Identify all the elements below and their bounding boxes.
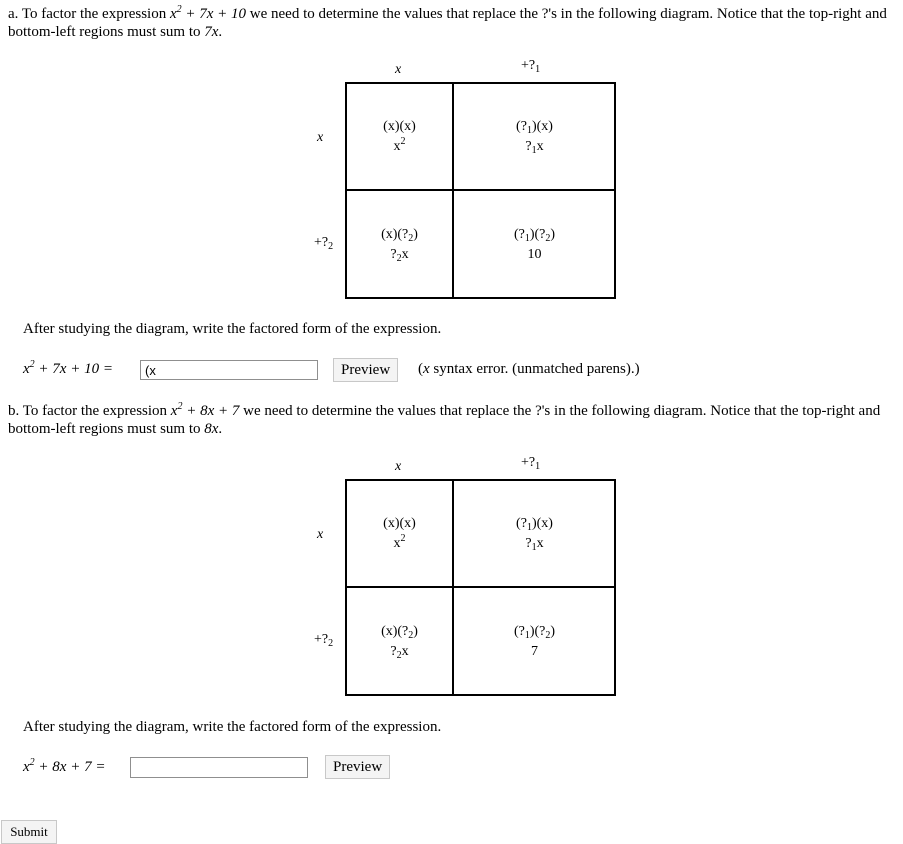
part-b-cell-br-line1: $(?_1)(?_2)$ [513, 623, 556, 641]
part-a-error-message: (x syntax error. (unmatched parens).) [418, 361, 640, 377]
part-a-cell-tl-line1: (x)(x) [383, 118, 416, 134]
part-b-sum-end: . [218, 421, 223, 437]
part-a-diagram [345, 82, 616, 299]
part-b-answer-input[interactable] [130, 757, 308, 778]
part-a-cell-br-line2: 10 [527, 246, 542, 262]
part-a-prompt [8, 5, 898, 41]
part-b-sum-term: 8x [204, 421, 219, 437]
part-b-preview-button[interactable]: Preview [325, 755, 390, 779]
part-b-cell-tr-line2: $?_1x$ [525, 535, 544, 553]
part-b-col-header-q1: $+?_1$ [521, 455, 541, 472]
part-a-equation-label: $x^2 + 7x + 10$ = [23, 359, 113, 377]
part-a-error-symbol: x [423, 361, 430, 377]
part-b-row-header-q2: $+?_2$ [314, 632, 334, 649]
part-b-cell-bl-line1: $(x)(?_2)$ [381, 623, 418, 641]
part-a-cell-br-line1: $(?_1)(?_2)$ [513, 226, 556, 244]
part-b-prompt [8, 402, 898, 438]
part-a-cell-tr-line1: $(?_1)(x)$ [516, 118, 553, 136]
part-b-expression: $x^2 + 8x + 7$ [170, 401, 240, 419]
part-b-equation-label: $x^2 + 8x + 7$ = [23, 757, 106, 775]
part-b-prompt-suffix: we need to determine the values that replace the ?'s in the following diagram. Notice that the top-right and bottom-left regions must sum to [8, 403, 881, 437]
part-a-sum-term: 7x [204, 24, 219, 40]
part-b-cell-bottom-left [347, 588, 454, 695]
part-b-col-header-x: x [395, 459, 402, 474]
part-b-diagram [345, 479, 616, 696]
part-a-preview-button[interactable]: Preview [333, 358, 398, 382]
part-a-instruction: After studying the diagram, write the factored form of the expression. [23, 321, 442, 337]
part-b-cell-br-line2: 7 [531, 643, 538, 659]
part-a-cell-tr-line2: $?_1x$ [525, 138, 544, 156]
part-b-cell-top-left [347, 481, 454, 588]
part-a-sum-end: . [218, 24, 223, 40]
part-a-expression: $x^2 + 7x + 10$ [169, 4, 247, 22]
part-a-prompt-prefix: a. To factor the expression [8, 6, 170, 22]
part-a-prompt-suffix: we need to determine the values that replace the ?'s in the following diagram. Notice that the top-right and bottom-left regions must sum to [8, 6, 887, 40]
part-b-prompt-prefix: b. To factor the expression [8, 403, 171, 419]
submit-button[interactable]: Submit [1, 820, 57, 844]
part-a-row-header-q2: $+?_2$ [314, 235, 334, 252]
part-a-cell-tl-line2: $x^2$ [393, 135, 406, 154]
part-b-cell-tr-line1: $(?_1)(x)$ [516, 515, 553, 533]
part-a-answer-input[interactable] [140, 360, 318, 380]
part-b-row-header-x: x [317, 527, 324, 542]
part-b-cell-bottom-right [454, 588, 615, 695]
part-a-cell-bl-line1: $(x)(?_2)$ [381, 226, 418, 244]
part-b-cell-tl-line1: (x)(x) [383, 515, 416, 531]
part-a-col-header-q1: $+?_1$ [521, 58, 541, 75]
part-a-col-header-x: x [395, 62, 402, 77]
part-a-cell-bottom-right [454, 191, 615, 298]
part-a-cell-bl-line2: $?_2x$ [390, 246, 409, 264]
part-a-cell-top-right [454, 84, 615, 191]
part-b-instruction: After studying the diagram, write the factored form of the expression. [23, 719, 442, 735]
part-a-error-text: syntax error. (unmatched parens). [433, 361, 635, 377]
part-a-row-header-x: x [317, 130, 324, 145]
part-b-cell-bl-line2: $?_2x$ [390, 643, 409, 661]
part-b-cell-top-right [454, 481, 615, 588]
part-a-cell-top-left [347, 84, 454, 191]
part-a-cell-bottom-left [347, 191, 454, 298]
part-b-cell-tl-line2: $x^2$ [393, 532, 406, 551]
